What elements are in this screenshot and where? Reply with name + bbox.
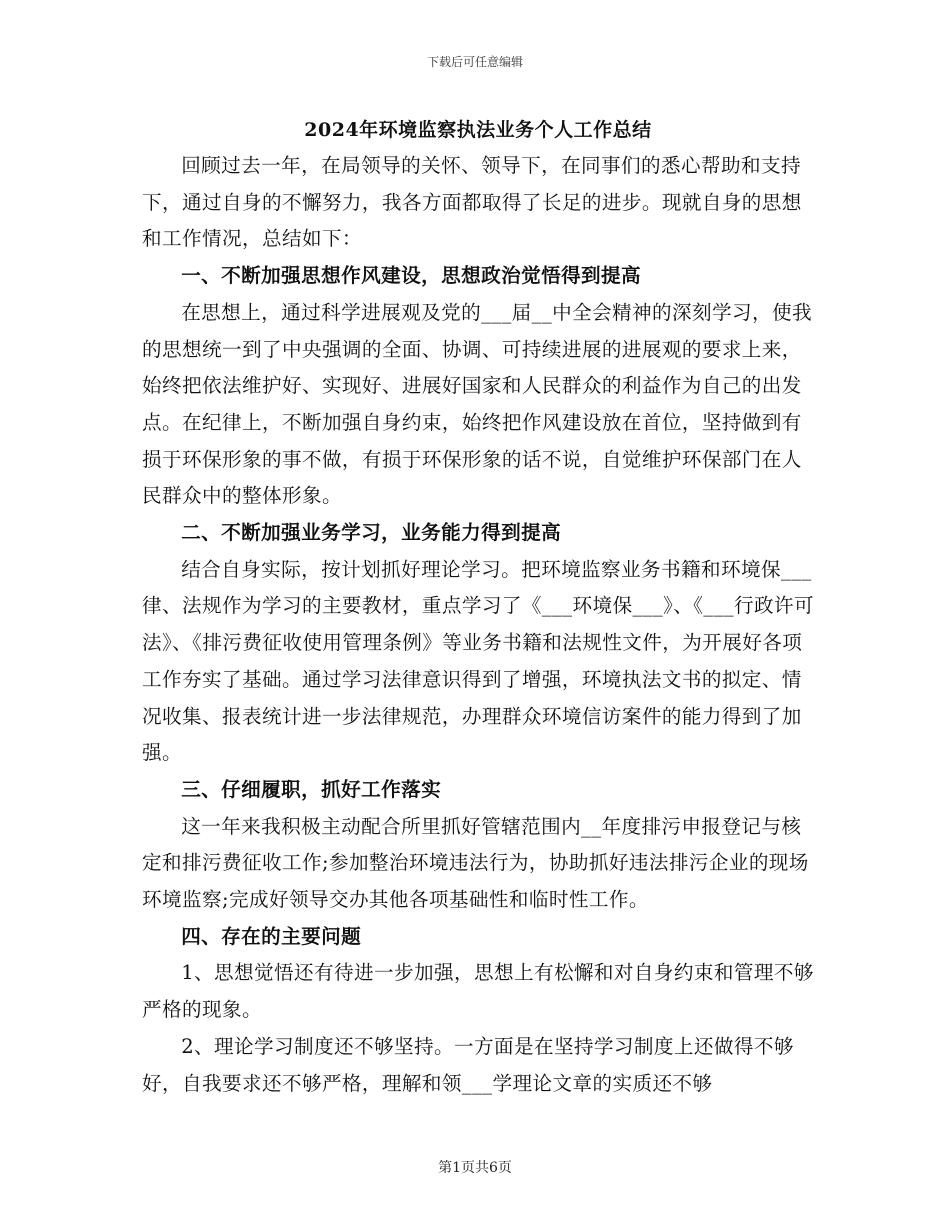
section-3-paragraph: 这一年来我积极主动配合所里抓好管辖范围内__年度排污申报登记与核定和排污费征收工作;参加整治环境违法行为，协助抓好违法排污企业的现场环境监察;完成好领导交办其他各项基础性和临时性工作。 (142, 814, 809, 912)
document-title: 2024年环境监察执法业务个人工作总结 (304, 119, 652, 141)
section-2-paragraph: 结合自身实际，按计划抓好理论学习。把环境监察业务书籍和环境保___律、法规作为学习的主要教材，重点学习了《___环境保___》、《___行政许可法》、《排污费征收使用管理条例》等业务书籍和法规性文件，为开展好各项工作夯实了基础。通过学习法律意识得到了增强，环境执法文书的拟定、情况收集、报表统计进一步法律规范，办理群众环境信访案件的能力得到了加强。 (142, 557, 814, 765)
header-note: 下载后可任意编辑 (426, 55, 523, 69)
section-2-heading: 二、不断加强业务学习，业务能力得到提高 (181, 521, 562, 545)
section-4-item-2: 2、理论学习制度还不够坚持。一方面是在坚持学习制度上还做得不够好，自我要求还不够严格，理解和领___学理论文章的实质还不够 (142, 1034, 794, 1095)
section-1-paragraph: 在思想上，通过科学进展观及党的___届__中全会精神的深刻学习，使我的思想统一到了中央强调的全面、协调、可持续进展的进展观的要求上来，始终把依法维护好、实现好、进展好国家和人民群众的利益作为自己的出发点。在纪律上，不断加强自身约束，始终把作风建设放在首位，坚持做到有损于环保形象的事不做，有损于环保形象的话不说，自觉维护环保部门在人民群众中的整体形象。 (142, 300, 812, 508)
page-footer: 第1页共6页 (438, 1160, 512, 1176)
section-1-heading: 一、不断加强思想作风建设，思想政治觉悟得到提高 (181, 264, 642, 288)
intro-paragraph: 回顾过去一年，在局领导的关怀、领导下，在同事们的悉心帮助和支持下，通过自身的不懈努力，我各方面都取得了长足的进步。现就自身的思想和工作情况，总结如下： (142, 154, 802, 251)
section-4-item-1: 1、思想觉悟还有待进一步加强，思想上有松懈和对自身约束和管理不够严格的现象。 (142, 961, 814, 1022)
section-3-heading: 三、仔细履职，抓好工作落实 (181, 777, 442, 801)
section-4-heading: 四、存在的主要问题 (181, 924, 362, 948)
document-body (142, 112, 814, 1102)
